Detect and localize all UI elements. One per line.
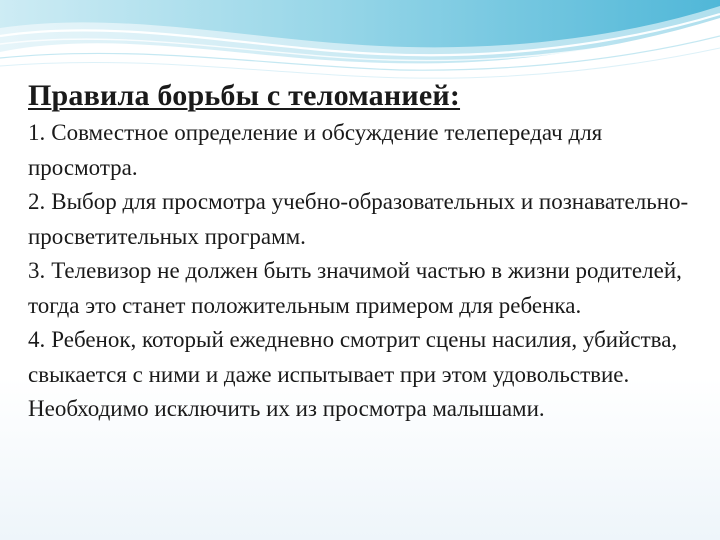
rule-item bbox=[28, 323, 698, 427]
rule-number: 1. bbox=[28, 120, 46, 145]
rules-list bbox=[28, 116, 698, 427]
decorative-wave-header bbox=[0, 0, 720, 90]
rule-item bbox=[28, 254, 698, 323]
slide-title: Правила борьбы с теломанией: bbox=[28, 79, 461, 112]
rule-text: Ребенок, который ежедневно смотрит сцены насилия, убийства, свыкается с ними и даже испытывает при этом удовольствие. Необходимо исключить их из просмотра малышами. bbox=[28, 327, 678, 421]
rule-text: Совместное определение и обсуждение телепередач для просмотра. bbox=[28, 120, 603, 180]
rule-text: Телевизор не должен быть значимой частью в жизни родителей, тогда это станет положительным примером для ребенка. bbox=[28, 258, 682, 318]
rule-number: 2. bbox=[28, 189, 46, 214]
rule-number: 3. bbox=[28, 258, 46, 283]
slide-content bbox=[28, 78, 698, 427]
rule-number: 4. bbox=[28, 327, 46, 352]
rule-item bbox=[28, 185, 698, 254]
rule-text: Выбор для просмотра учебно-образовательных и познавательно-просветительных программ. bbox=[28, 189, 689, 249]
rule-item bbox=[28, 116, 698, 185]
